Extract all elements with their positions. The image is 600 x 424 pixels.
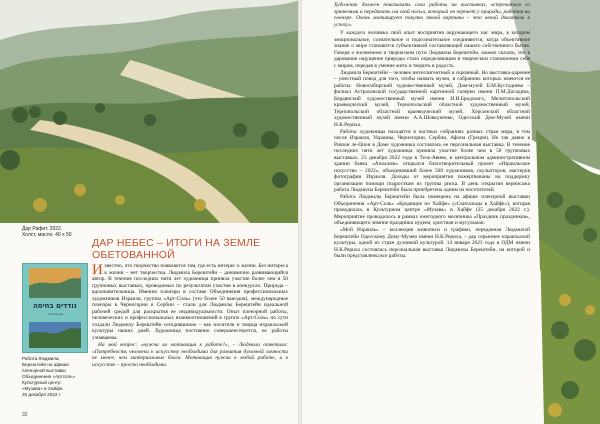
poster-caption-line: 25 декабря 2022 г. <box>22 392 62 397</box>
exhibition-poster <box>22 263 88 353</box>
article-body-left <box>92 263 288 369</box>
right-page <box>300 0 600 424</box>
poster-caption <box>22 356 88 398</box>
body-paragraph: Людмила Берештейн – человек интеллигентный и скромный. Но выставка-дарение – уместный повод для того, чтобы назвать музеи, в собраниях которых имеются ее работы: Новосибирский художественный музей, Дом-музей Б.М.Кустодиева – филиал Астраханской государственной картинной галереи имени П.М.Догадина, Бердянский художественный музей имени И.И.Бродского, Мелитопольский краеведческий музей, Тернопольский областной художественный музей, Тернопольский областной краеведческий музей, Херсонский областной художественный музей имени А.А.Шовкуненко, Одесский Дом-Музей имени Н.К.Рериха. <box>334 69 530 128</box>
body-paragraph <box>92 263 288 342</box>
poster-caption-line: Работа Людмилы <box>22 356 60 361</box>
poster-caption-line: Берештейн на афише <box>22 362 69 367</box>
page-gutter <box>298 0 302 424</box>
article-title: ДАР НЕБЕС – ИТОГИ НА ЗЕМЛЕ ОБЕТОВАННОЙ <box>92 237 261 261</box>
poster-caption-line: «Музава» в Хайфе. <box>22 386 64 391</box>
quote-paragraph: Художник должен показывать свои работы на выставках, встречаться со зрителями и передавать им свой посыл, который он черпает у природы, работая на пленэре. Очень мотивирует покупка твоей картины – это некий двигатель к успеху». <box>334 2 530 28</box>
painting-caption-line: Холст, масло. 40 х 50 <box>22 232 72 239</box>
body-paragraph: На мой вопрос: «нужна ли мотивация к работе?», – Людмила ответила: «Потребность человека к искусству необходима для развития духовной личности не менее, чем материальные блага. Мотивация нужна в любой работе, и в искусстве – просто необходима. <box>92 342 288 368</box>
body-paragraph: У каждого человека свой опыт восприятия окружающего нас мира, в котором эмоциональное, сознательное и подсознательное соединяются, когда объективное знание о мире становится субъективной составляющей нашего собственного бытия. Говоря о жизненном и творческом пути Людмилы Берештейн, можно сказать, что в дарование ощущение природы стало определяющим в творческом становлении себя с миром, передав в умение жить и творить в радость. <box>334 30 530 69</box>
page-number: 32 <box>22 412 28 418</box>
poster-caption-line: Объединения «Артсоль» <box>22 374 76 379</box>
article-body-right <box>334 2 530 260</box>
poster-subtitle: תערוכת ציור <box>47 312 63 316</box>
body-paragraph: Работы художницы находятся в частных собраниях разных стран мира, в том числе Израиля, Украины, Черногории, Сербии, Афона (Греция). Не так давно в Ришон ле-Цион в Доме художника состоялась ее персональная выставка. В течение последних пяти лет художница приняла участие более чем в 50 групповых выставках. 23 декабря 2022 года в Тель-Авиве, в центральном административном здании банка «Апоалим» открылся благотворительный проект «Израильское искусство – 2022», объединивший более 500 художников, скульпторов, мастеров фотографии Израиля. Доходы от мероприятия пожертвованы на поддержку организации помощи подросткам из группы риска. В день открытия вернисажа работа Людмилы Берештейн была приобретена одним из посетителей. <box>334 128 530 193</box>
landscape-painting <box>0 0 300 223</box>
poster-title: נודדים בחיפה <box>33 302 77 310</box>
poster-caption-line: Культурный центр <box>22 380 61 385</box>
body-paragraph: Работа Людмилы Берештейн была помещена на афише пленэрной выставки Объединения «Арт-Соль» «Бродящие по Хайфе» («Скитальцы в Хайфе»), которая проводилась в Культурном центре «Музава» в Хайфе (25 декабря 2022 г.). Мероприятие проводилось в рамках ежегодного месячника «Праздник праздников», объединяющего зимние праздники иудеев, христиан и мусульман. <box>334 194 530 226</box>
painting-caption-line: Дар Рафит. 2022. <box>22 226 63 232</box>
drop-cap: И <box>92 262 103 278</box>
body-paragraph: «Мой Израиль» – коллекция живописи и графики, переданная Людмилой Берештейн Одесскому Дому-Музею имени Н.К.Рериха, – дар серьезнее израильской культуры, одной из стран духовной культурой. 14 января 2023 года в ОДМ имени Н.К.Рериха состоялась персональная выставка Людмилы Берештейн, на которой и были представлены все работы. <box>334 227 530 259</box>
paragraph-text: звестно, что творчество появляется там, где есть интерес к жизни. Без интереса к жизни – нет творчества. Людмила Берештейн – динамично развивающийся автор. В течение последних пяти лет художница приняла участие более чем в 50 групповых выставках, проводимых по результатам участия в конкурсах. Природа – вдохновительница. Именно пленэры в составе Объединения профессиональных художников Израиля, группы «Арт-Соль» (это более 50 выездов), международные пленэры в Черногории и Сербии – стали для Людмилы Берештейн идеальной рабочей средой для раскрытия ее индивидуальности. Опыт пленэрной работы, человеческих и профессиональных взаимоотношений в группе «Арт-Соль» по сути создали Людмилу Берештейн сегодняшнюю – как носителя и творца израильской культуры наших дней. Художница постоянно совершенствуется, ее работы узнаваемы. <box>92 263 288 342</box>
poster-caption-line: пленэрной выставки <box>22 368 66 373</box>
